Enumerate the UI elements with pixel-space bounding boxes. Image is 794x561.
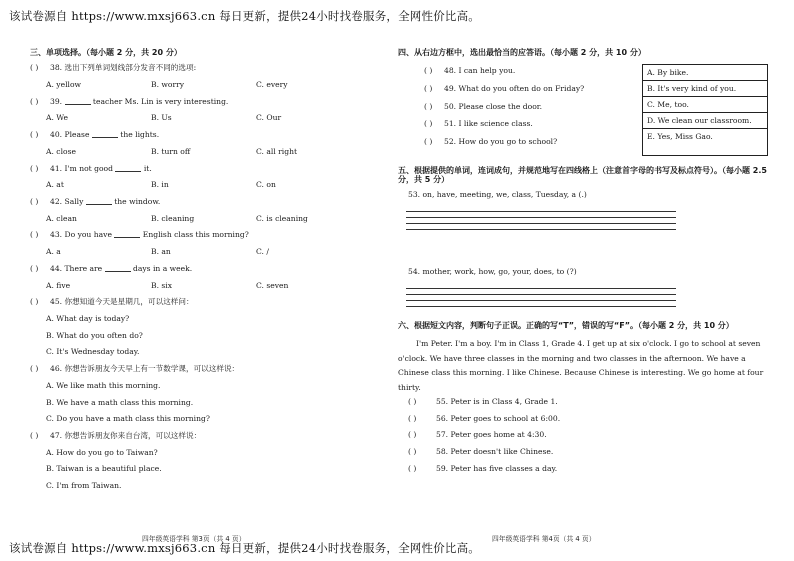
question-43: ( ) 43. Do you have English class this morning? bbox=[30, 230, 249, 240]
answer-c: C. Me, too. bbox=[643, 97, 767, 113]
option-45b: B. What do you often do? bbox=[46, 330, 143, 340]
option-45c: C. It's Wednesday today. bbox=[46, 347, 140, 357]
options-44: A. five B. six C. seven bbox=[46, 280, 289, 290]
question-51: ( ) 51. I like science class. bbox=[424, 119, 533, 129]
watermark-bottom: 该试卷源自 https://www.mxsj663.cn 每日更新，提供24小时找卷服务，全网性价比高。 bbox=[9, 541, 481, 555]
answer-box bbox=[642, 64, 768, 156]
question-40: ( ) 40. Please the lights. bbox=[30, 130, 160, 140]
question-46: ( ) 46. 你想告诉朋友今天早上有一节数学课，可以这样说： bbox=[30, 364, 240, 374]
question-53: 53. on, have, meeting, we, class, Tuesday, a (.) bbox=[408, 190, 587, 200]
page-footer-left: 四年级英语学科 第3页（共 4 页） bbox=[142, 535, 246, 543]
section-5-title: 五、根据提供的单词，连词成句，并规范地写在四线格上（注意首字母的书写及标点符号）。（每小题 2.5 分，共 5 分） bbox=[398, 165, 767, 184]
matching-section bbox=[398, 64, 768, 156]
question-58: ( ) 58. Peter doesn't like Chinese. bbox=[408, 447, 554, 457]
question-59: ( ) 59. Peter has five classes a day. bbox=[408, 463, 558, 473]
question-57: ( ) 57. Peter goes home at 4:30. bbox=[408, 430, 547, 440]
answer-b: B. It's very kind of you. bbox=[643, 81, 767, 97]
answer-blank bbox=[65, 98, 91, 105]
option-46c: C. Do you have a math class this morning? bbox=[46, 414, 210, 424]
options-42: A. clean B. cleaning C. is cleaning bbox=[46, 213, 308, 223]
right-page bbox=[398, 48, 768, 536]
options-38: A. yellow B. worry C. every bbox=[46, 79, 288, 89]
answer-blank bbox=[114, 231, 140, 238]
option-47c: C. I'm from Taiwan. bbox=[46, 481, 122, 491]
options-40: A. close B. turn off C. all right bbox=[46, 146, 298, 156]
option-45a: A. What day is today? bbox=[46, 313, 130, 323]
question-54: 54. mother, work, how, go, your, does, to (?) bbox=[408, 266, 577, 276]
answer-d: D. We clean our classroom. bbox=[643, 113, 767, 129]
section-3-title: 三、单项选择。（每小题 2 分，共 20 分） bbox=[30, 48, 182, 57]
left-page bbox=[30, 48, 370, 536]
question-39: ( ) 39. teacher Ms. Lin is very interesting. bbox=[30, 96, 229, 106]
option-46a: A. We like math this morning. bbox=[46, 380, 161, 390]
answer-a: A. By bike. bbox=[643, 65, 767, 81]
answer-e: E. Yes, Miss Gao. bbox=[647, 132, 713, 142]
question-48: ( ) 48. I can help you. bbox=[424, 66, 516, 76]
option-47b: B. Taiwan is a beautiful place. bbox=[46, 464, 162, 474]
question-38: ( ) 38. 选出下列单词划线部分发音不同的选项: bbox=[30, 63, 197, 73]
options-41: A. at B. in C. on bbox=[46, 180, 276, 190]
question-44: ( ) 44. There are days in a week. bbox=[30, 263, 193, 273]
question-45: ( ) 45. 你想知道今天是星期几，可以这样问： bbox=[30, 297, 194, 307]
four-line-grid-54[interactable] bbox=[398, 283, 768, 307]
true-false-questions bbox=[398, 398, 768, 474]
question-56: ( ) 56. Peter goes to school at 6:00. bbox=[408, 413, 561, 423]
question-47: ( ) 47. 你想告诉朋友你来自台湾，可以这样说： bbox=[30, 431, 202, 440]
section-6-title: 六、根据短文内容，判断句子正误。正确的写“T”，错误的写“F”。（每小题 2 分，共 10 分） bbox=[398, 320, 734, 330]
options-39: A. We B. Us C. Our bbox=[46, 113, 282, 123]
page-footer-right: 四年级英语学科 第4页（共 4 页） bbox=[492, 535, 596, 543]
answer-blank bbox=[86, 198, 112, 205]
question-49: ( ) 49. What do you often do on Friday? bbox=[424, 83, 585, 93]
reading-passage: I'm Peter. I'm a boy. I'm in Class 1, Grade 4. I get up at six o'clock. I go to school at seven o'clock. We have three classes in the morning and two classes in the afternoon. We have a Chinese class this morning. I like Chinese. Because Chinese is interesting. We go home at four thirty. bbox=[398, 338, 764, 393]
question-42: ( ) 42. Sally the window. bbox=[30, 196, 161, 206]
options-43: A. a B. an C. / bbox=[46, 247, 269, 257]
answer-blank bbox=[92, 131, 118, 138]
question-55: ( ) 55. Peter is in Class 4, Grade 1. bbox=[408, 396, 558, 406]
question-52: ( ) 52. How do you go to school? bbox=[424, 137, 558, 147]
answer-blank bbox=[105, 265, 131, 272]
question-41: ( ) 41. I'm not good it. bbox=[30, 163, 152, 173]
answer-blank bbox=[115, 165, 141, 172]
watermark-top: 该试卷源自 https://www.mxsj663.cn 每日更新，提供24小时找卷服务，全网性价比高。 bbox=[9, 9, 481, 23]
four-line-grid-53[interactable] bbox=[398, 206, 768, 230]
section-4-title: 四、从右边方框中，选出最恰当的应答语。（每小题 2 分，共 10 分） bbox=[398, 48, 646, 57]
question-50: ( ) 50. Please close the door. bbox=[424, 101, 542, 111]
option-46b: B. We have a math class this morning. bbox=[46, 397, 194, 407]
option-47a: A. How do you go to Taiwan? bbox=[46, 447, 158, 457]
